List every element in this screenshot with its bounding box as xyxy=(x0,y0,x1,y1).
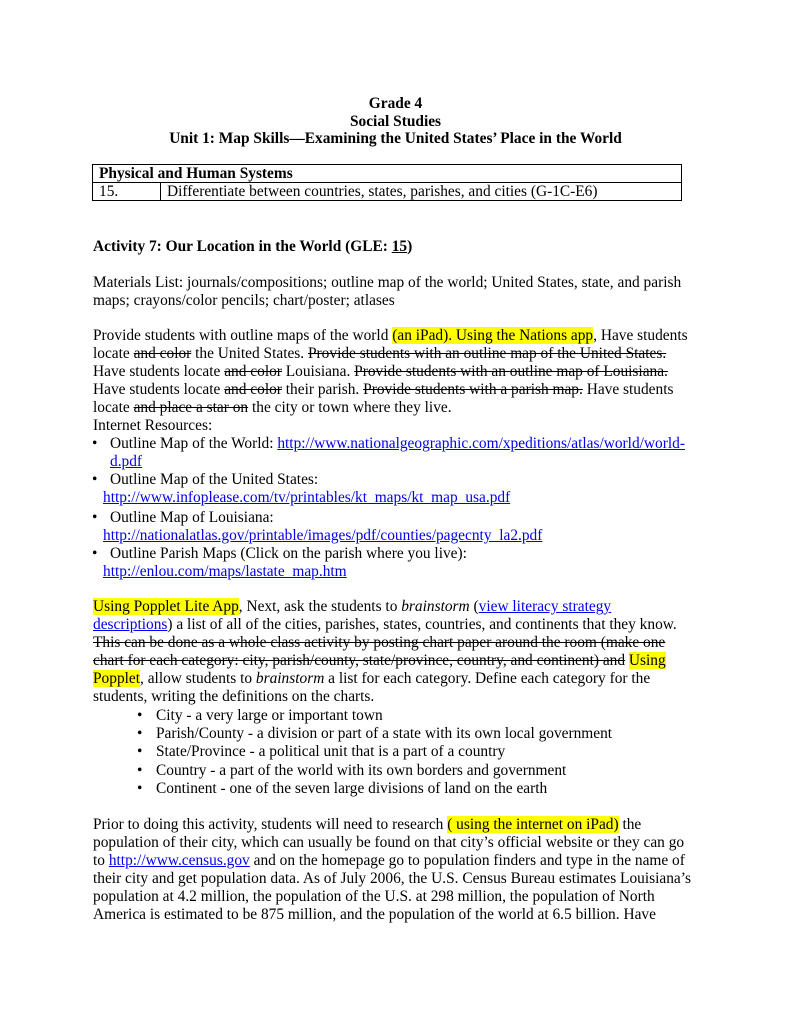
literacy-strategy-link[interactable]: view literacy strategy xyxy=(478,598,612,615)
struck-text: This can be done as a whole class activity by posting chart paper around the room (make one xyxy=(93,634,666,651)
definition-country: Country - a part of the world with its own borders and government xyxy=(156,762,567,779)
struck-text: chart for each category: city, parish/county, state/province, country, and continent) and xyxy=(93,652,626,669)
highlighted-text: Using xyxy=(628,652,666,669)
standard-text: Differentiate between countries, states, parishes, and cities (G-1C-E6) xyxy=(161,183,682,201)
resource-item-parish-label: Outline Parish Maps (Click on the parish where you live): xyxy=(110,545,467,562)
para3-line-6: America is estimated to be 875 million, and the population of the world at 6.5 billion. Have xyxy=(93,906,656,923)
struck-text: and color xyxy=(224,381,282,398)
resource-link-us[interactable]: http://www.infoplease.com/tv/printables/kt_maps/kt_map_usa.pdf xyxy=(103,489,511,506)
struck-text: and color xyxy=(224,363,282,380)
para2-line-1: Using Popplet Lite App, Next, ask the students to brainstorm (view literacy strategy xyxy=(93,598,612,615)
para1-line-4: Have students locate and color their parish. Provide students with a parish map. Have students xyxy=(93,381,674,398)
struck-text: and color xyxy=(133,345,192,362)
bullet-icon: • xyxy=(92,545,98,562)
para2-line-3 xyxy=(93,634,665,652)
para1-line-2: locate and color the United States. Provide students with an outline map of the United States. xyxy=(93,345,667,362)
definition-city: City - a very large or important town xyxy=(156,707,383,724)
grade-heading: Grade 4 xyxy=(368,95,423,112)
bullet-icon: • xyxy=(137,707,143,724)
resource-link-world-cont[interactable]: d.pdf xyxy=(110,453,143,470)
para2-line-6: students, writing the definitions on the charts. xyxy=(93,688,375,705)
unit-heading: Unit 1: Map Skills—Examining the United States’ Place in the World xyxy=(169,130,622,147)
internet-resources-label: Internet Resources: xyxy=(93,417,213,434)
bullet-icon: • xyxy=(137,762,143,779)
definition-parish: Parish/County - a division or part of a state with its own local government xyxy=(156,725,613,742)
materials-line-1: Materials List: journals/compositions; outline map of the world; United States, state, and parish xyxy=(93,274,682,291)
struck-text: Provide students with an outline map of Louisiana. xyxy=(354,363,668,380)
para1-line-1: Provide students with outline maps of the world (an iPad). Using the Nations app, Have students xyxy=(93,327,688,344)
para3-line-2: population of their city, which can usually be found on that city’s official website or they can go xyxy=(93,834,685,851)
para3-line-1: Prior to doing this activity, students will need to research ( using the internet on iPad) the xyxy=(93,816,642,833)
bullet-icon: • xyxy=(92,435,98,452)
para1-line-5: locate and place a star on the city or town where they live. xyxy=(93,399,452,416)
para1-line-3: Have students locate and color Louisiana. Provide students with an outline map of Louisiana. xyxy=(93,363,668,380)
struck-text: Provide students with a parish map. xyxy=(363,381,583,398)
resource-link-world[interactable]: http://www.nationalgeographic.com/xpeditions/atlas/world/world- xyxy=(277,435,685,452)
bullet-icon: • xyxy=(92,471,98,488)
resource-link-parish[interactable]: http://enlou.com/maps/lastate_map.htm xyxy=(103,563,347,580)
bullet-icon: • xyxy=(137,780,143,797)
para2-line-2: descriptions) a list of all of the cities, parishes, states, countries, and continents that they know. xyxy=(93,616,677,633)
para3-line-5: population at 4.2 million, the population of the U.S. at 298 million, the population of North xyxy=(93,888,655,905)
definition-continent: Continent - one of the seven large divisions of land on the earth xyxy=(156,780,548,797)
struck-text: and place a star on xyxy=(133,399,249,416)
resource-item-us-label: Outline Map of the United States: xyxy=(110,471,319,488)
resource-link-louisiana[interactable]: http://nationalatlas.gov/printable/images/pdf/counties/pagecnty_la2.pdf xyxy=(103,527,543,544)
descriptions-link[interactable]: descriptions xyxy=(93,616,168,633)
bullet-icon: • xyxy=(137,725,143,742)
para3-line-4: their city and get population data. As of July 2006, the U.S. Census Bureau estimates Louisiana’s xyxy=(93,870,692,887)
materials-line-2: maps; crayons/color pencils; chart/poster; atlases xyxy=(93,292,395,309)
definition-state: State/Province - a political unit that is a part of a country xyxy=(156,743,506,760)
standard-number: 15. xyxy=(93,183,161,201)
gle-link[interactable]: 15 xyxy=(391,238,408,255)
standards-table xyxy=(92,164,682,201)
para2-line-4 xyxy=(93,652,666,670)
highlighted-text: ( using the internet on iPad) xyxy=(447,816,619,833)
highlighted-text: Using Popplet Lite App xyxy=(93,598,239,615)
standards-table-heading: Physical and Human Systems xyxy=(93,165,682,183)
resource-item-world: Outline Map of the World: http://www.nationalgeographic.com/xpeditions/atlas/world/world- xyxy=(110,435,685,452)
highlighted-text: Popplet xyxy=(93,670,141,687)
bullet-icon: • xyxy=(92,509,98,526)
struck-text: Provide students with an outline map of the United States. xyxy=(308,345,667,362)
census-link[interactable]: http://www.census.gov xyxy=(108,852,250,869)
para3-line-3: to http://www.census.gov and on the homepage go to population finders and type in the name of xyxy=(93,852,685,869)
bullet-icon: • xyxy=(137,743,143,760)
highlighted-text: (an iPad). Using the Nations app xyxy=(392,327,594,344)
subject-heading: Social Studies xyxy=(349,113,442,130)
activity-title: Activity 7: Our Location in the World (GLE: 15) xyxy=(93,238,413,255)
para2-line-5: Popplet, allow students to brainstorm a list for each category. Define each category for the xyxy=(93,670,651,687)
resource-item-louisiana-label: Outline Map of Louisiana: xyxy=(110,509,274,526)
